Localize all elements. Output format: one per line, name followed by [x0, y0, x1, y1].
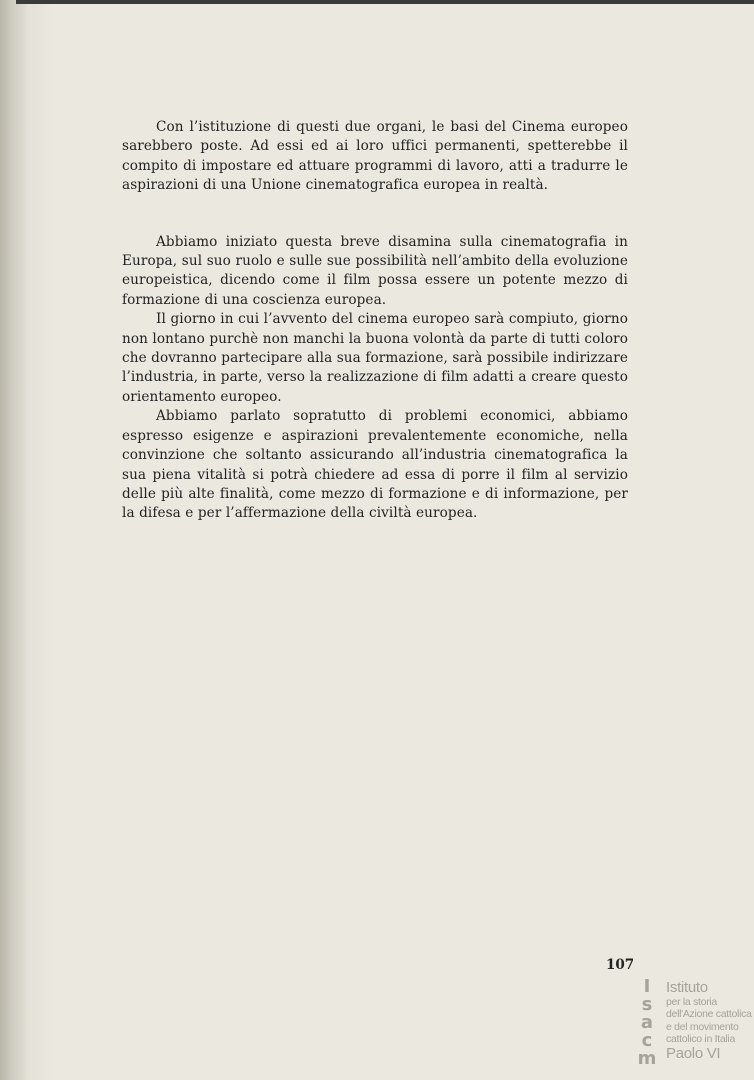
watermark-letters: I s a c m	[637, 976, 657, 1069]
paragraph-2: Abbiamo iniziato questa breve disamina sulla cinematografia in Europa, sul suo ruolo e sulle sue possibilità nell’ambito della evoluzione europeistica, dicendo come il film possa essere un potente mezzo di formazione di una coscienza europea.	[122, 233, 628, 308]
isacem-watermark-logo	[632, 978, 754, 1070]
paragraph-1: Con l’istituzione di questi due organi, le basi del Cinema europeo sarebbero poste. Ad essi ed ai loro uffici permanenti, spetterebbe il compito di impostare ed attuare programmi di lavoro, atti a tradurre le aspirazioni di una Unione cinematografica europea in realtà.	[122, 119, 628, 194]
watermark-text: Istituto per la storia dell'Azione cattolica e del movimento cattolico in Italia Paolo VI	[666, 979, 752, 1062]
book-spine-shadow	[0, 0, 16, 1080]
body-text	[122, 118, 628, 524]
paragraph-4: Abbiamo parlato sopratutto di problemi economici, abbiamo espresso esigenze e aspirazioni prevalentemente economiche, nella convinzione che soltanto assicurando all’industria cinematografica la sua piena vitalità si potrà chiedere ad essa di porre il film al servizio delle più alte finalità, come mezzo di formazione e di informazione, per la difesa e per l’affermazione della civiltà europea.	[122, 408, 628, 522]
paragraph-3: Il giorno in cui l’avvento del cinema europeo sarà compiuto, giorno non lontano purchè non manchi la buona volontà da parte di tutti coloro che dovranno partecipare alla sua formazione, sarà possibile indirizzare l’industria, in parte, verso la realizzazione di film adatti a creare questo orientamento europeo.	[122, 311, 628, 405]
page-number: 107	[606, 957, 635, 973]
